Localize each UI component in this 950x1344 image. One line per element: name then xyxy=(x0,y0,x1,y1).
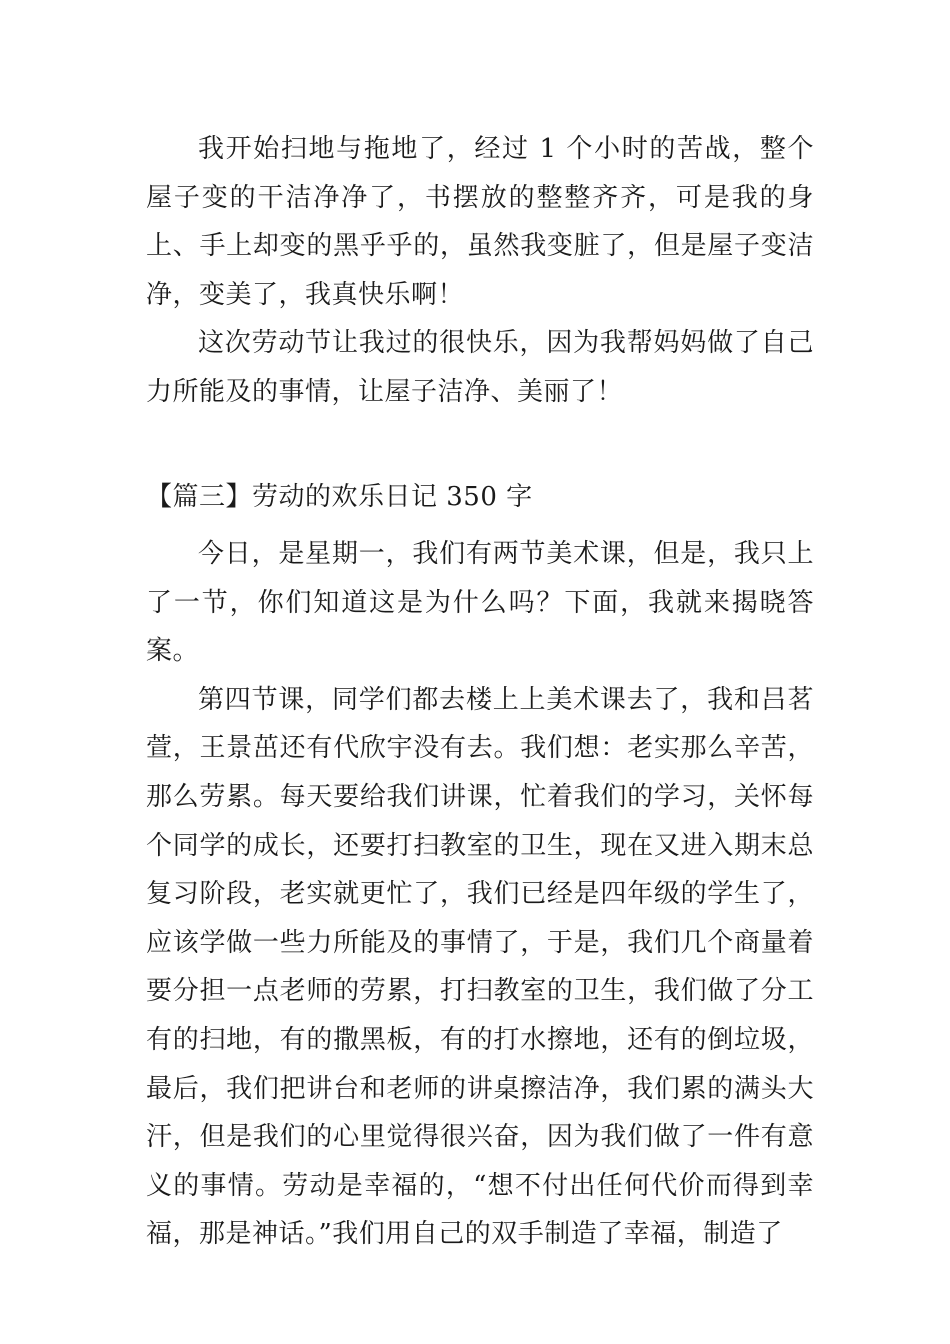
section-three-body xyxy=(146,530,814,1259)
paragraph: 我开始扫地与拖地了，经过 1 个小时的苦战，整个屋子变的干洁净净了，书摆放的整整齐齐，可是我的身上、手上却变的黑乎乎的，虽然我变脏了，但是屋子变洁净，变美了，我真快乐啊！ xyxy=(146,134,814,310)
section-heading: 【篇三】劳动的欢乐日记 350 字 xyxy=(146,482,533,512)
paragraph: 第四节课，同学们都去楼上上美术课去了，我和吕茗萱，王景茁还有代欣宇没有去。我们想：老实那么辛苦，那么劳累。每天要给我们讲课，忙着我们的学习，关怀每个同学的成长，还要打扫教室的卫生，现在又进入期末总复习阶段，老实就更忙了，我们已经是四年级的学生了，应该学做一些力所能及的事情了，于是，我们几个商量着要分担一点老师的劳累，打扫教室的卫生，我们做了分工有的扫地，有的撒黑板，有的打水擦地，还有的倒垃圾，最后，我们把讲台和老师的讲桌擦洁净，我们累的满头大汗，但是我们的心里觉得很兴奋，因为我们做了一件有意义的事情。劳动是幸福的，“想不付出任何代价而得到幸福，那是神话。”我们用自己的双手制造了幸福，制造了 xyxy=(146,684,814,1250)
paragraph: 这次劳动节让我过的很快乐，因为我帮妈妈做了自己力所能及的事情，让屋子洁净、美丽了！ xyxy=(146,328,814,407)
paragraph: 今日，是星期一，我们有两节美术课，但是，我只上了一节，你们知道这是为什么吗？下面，我就来揭晓答案。 xyxy=(146,539,814,667)
top-section xyxy=(146,125,814,417)
